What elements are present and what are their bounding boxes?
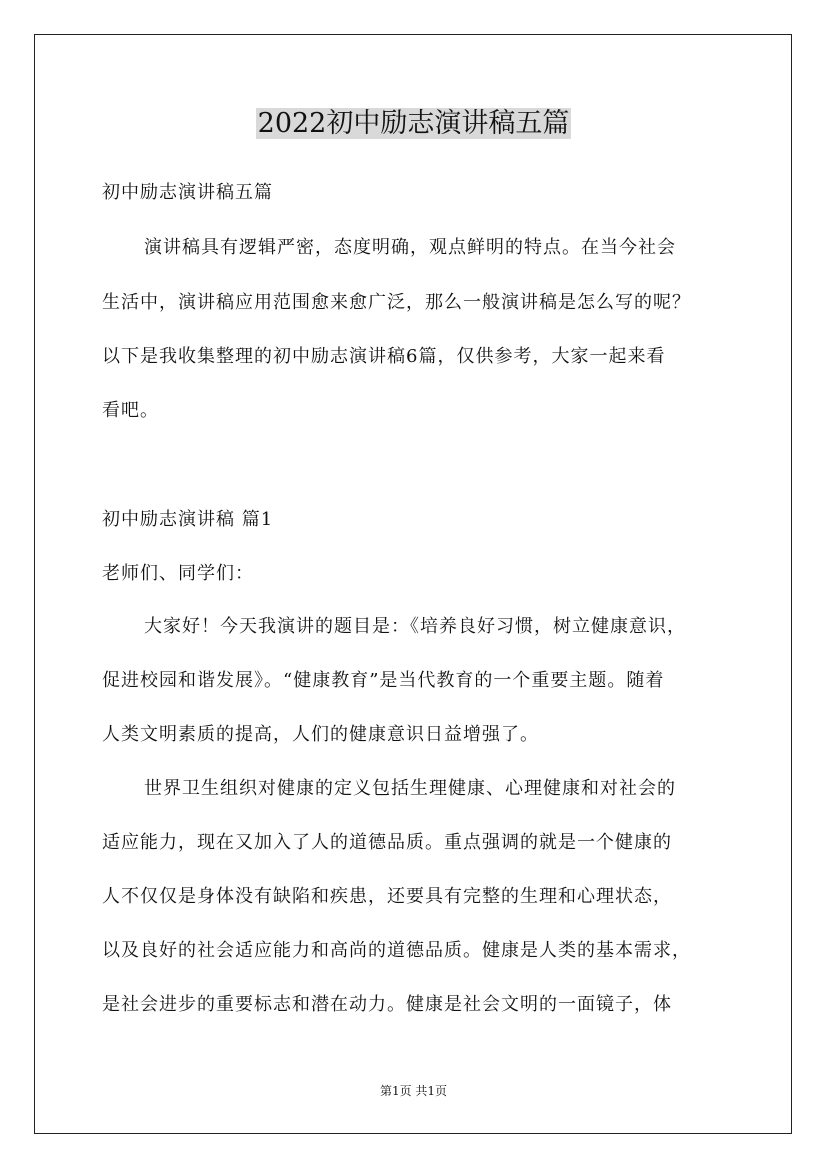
document-title [0,104,827,144]
document-title-text: 2022初中励志演讲稿五篇 [257,108,570,139]
paragraph-line: 促进校园和谐发展》。“健康教育”是当代教育的一个重要主题。随着 [102,670,665,691]
section-heading: 初中励志演讲稿 篇1 [102,509,274,530]
intro-line: 生活中，演讲稿应用范围愈来愈广泛，那么一般演讲稿是怎么写的呢？ [102,292,691,313]
paragraph-line: 是社会进步的重要标志和潜在动力。健康是社会文明的一面镜子，体 [102,994,672,1015]
intro-line: 以下是我收集整理的初中励志演讲稿6篇，仅供参考，大家一起来看 [102,346,666,367]
paragraph-line: 人不仅仅是身体没有缺陷和疾患，还要具有完整的生理和心理状态， [102,886,672,907]
paragraph-line: 大家好！今天我演讲的题目是：《培养良好习惯，树立健康意识， [144,616,686,637]
intro-line: 演讲稿具有逻辑严密，态度明确，观点鲜明的特点。在当今社会 [144,237,676,258]
paragraph-line: 世界卫生组织对健康的定义包括生理健康、心理健康和对社会的 [144,778,676,799]
paragraph-line: 适应能力，现在又加入了人的道德品质。重点强调的就是一个健康的 [102,832,672,853]
document-subtitle: 初中励志演讲稿五篇 [102,182,273,203]
salutation: 老师们、同学们： [102,563,254,584]
intro-line: 看吧。 [102,400,159,421]
paragraph-line: 人类文明素质的提高，人们的健康意识日益增强了。 [102,724,539,745]
page-footer: 第1页 共1页 [379,1084,448,1098]
paragraph-line: 以及良好的社会适应能力和高尚的道德品质。健康是人类的基本需求， [102,940,691,961]
